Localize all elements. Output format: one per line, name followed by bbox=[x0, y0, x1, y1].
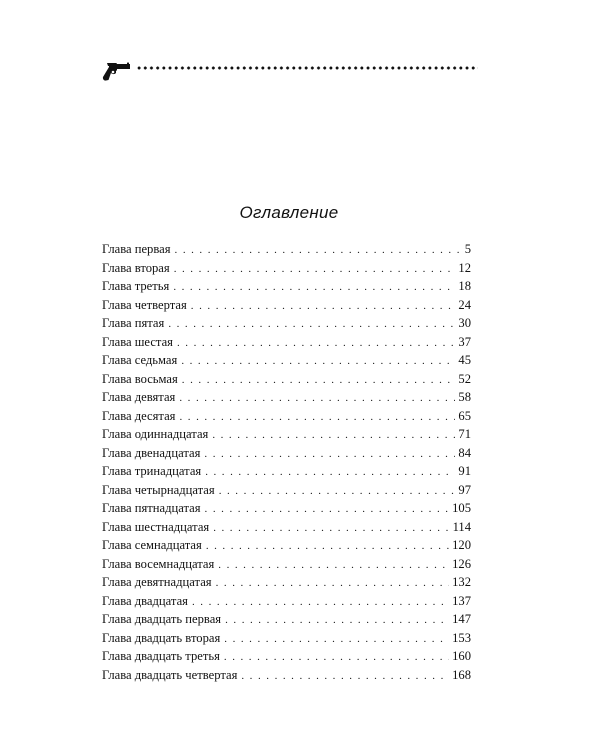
toc-entry-label: Глава седьмая bbox=[102, 353, 178, 367]
toc-entry-label: Глава третья bbox=[102, 279, 170, 293]
toc-entry bbox=[102, 444, 471, 463]
toc-entry-label: Глава двадцать первая bbox=[102, 612, 222, 626]
toc-leader-dots bbox=[181, 352, 455, 371]
toc-entry-label: Глава семнадцатая bbox=[102, 538, 202, 552]
toc-leader-dots bbox=[179, 389, 455, 408]
toc-leader-dots bbox=[182, 371, 456, 390]
toc-entry-page-number: 153 bbox=[452, 630, 471, 645]
toc-entry bbox=[102, 592, 471, 611]
toc-entry-label: Глава шестая bbox=[102, 334, 173, 349]
toc-entry bbox=[102, 407, 471, 426]
toc-entry bbox=[102, 425, 471, 444]
toc-entry bbox=[102, 481, 471, 500]
toc-entry bbox=[102, 351, 471, 370]
toc-entry bbox=[102, 555, 471, 574]
toc-leader-dots bbox=[213, 519, 449, 538]
toc-entry-page-number: 168 bbox=[452, 667, 471, 682]
toc-entry-label: Глава восемнадцатая bbox=[102, 556, 215, 571]
toc-entry-label: Глава тринадцатая bbox=[102, 464, 202, 478]
toc-entry bbox=[102, 296, 471, 315]
toc-leader-dots bbox=[225, 611, 449, 630]
toc-entry-page-number: 37 bbox=[458, 334, 471, 349]
toc-leader-dots bbox=[191, 297, 456, 316]
toc-entry-page-number: 91 bbox=[458, 464, 471, 478]
toc-leader-dots bbox=[216, 574, 450, 593]
toc-entry-label: Глава двадцать вторая bbox=[102, 630, 221, 645]
toc-leader-dots bbox=[205, 463, 455, 482]
toc-entry-page-number: 18 bbox=[458, 279, 471, 293]
toc-entry bbox=[102, 259, 471, 278]
toc-entry-page-number: 132 bbox=[452, 575, 471, 589]
toc-entry-label: Глава двадцать третья bbox=[102, 649, 220, 663]
toc-entry-label: Глава пятнадцатая bbox=[102, 501, 201, 515]
toc-entry-label: Глава шестнадцатая bbox=[102, 519, 210, 534]
page-header-ornament bbox=[100, 60, 480, 82]
toc-entry-page-number: 52 bbox=[458, 371, 471, 386]
toc-entry-label: Глава первая bbox=[102, 242, 171, 256]
toc-entry bbox=[102, 333, 471, 352]
toc-leader-dots bbox=[224, 630, 449, 649]
toc-entry-page-number: 12 bbox=[458, 260, 471, 275]
toc-entry-page-number: 114 bbox=[452, 519, 471, 534]
toc-entry-page-number: 147 bbox=[452, 612, 471, 626]
toc-leader-dots bbox=[179, 408, 455, 427]
toc-leader-dots bbox=[241, 667, 449, 686]
toc-title: Оглавление bbox=[239, 203, 339, 222]
toc-entry bbox=[102, 462, 471, 481]
toc-entry-page-number: 160 bbox=[452, 649, 471, 663]
toc-leader-dots bbox=[212, 426, 455, 445]
toc-entry-label: Глава двадцать четвертая bbox=[102, 667, 238, 682]
toc-entry bbox=[102, 277, 471, 296]
toc-entry-label: Глава двенадцатая bbox=[102, 445, 201, 460]
toc-entry-page-number: 137 bbox=[452, 593, 471, 608]
toc-entry-label: Глава пятая bbox=[102, 316, 165, 330]
toc-entry-label: Глава девятая bbox=[102, 390, 176, 404]
toc-entry-page-number: 45 bbox=[458, 353, 471, 367]
toc-entry-label: Глава десятая bbox=[102, 408, 176, 423]
toc-entry bbox=[102, 388, 471, 407]
toc-entry-page-number: 30 bbox=[458, 316, 471, 330]
toc-entry bbox=[102, 610, 471, 629]
toc-entry bbox=[102, 629, 471, 648]
toc-entry bbox=[102, 573, 471, 592]
toc-entry-label: Глава восьмая bbox=[102, 371, 178, 386]
toc-entry-page-number: 24 bbox=[458, 297, 471, 312]
toc-entry bbox=[102, 240, 471, 259]
toc-entry-page-number: 5 bbox=[464, 242, 471, 256]
toc-entry-page-number: 120 bbox=[452, 538, 471, 552]
toc-entry bbox=[102, 314, 471, 333]
toc-entry-page-number: 71 bbox=[458, 427, 471, 441]
toc-leader-dots bbox=[219, 482, 456, 501]
toc-leader-dots bbox=[168, 315, 455, 334]
toc-entry-label: Глава двадцатая bbox=[102, 593, 188, 608]
toc-entry-label: Глава одиннадцатая bbox=[102, 427, 209, 441]
toc-leader-dots bbox=[218, 556, 449, 575]
revolver-icon bbox=[100, 60, 132, 82]
toc-entry-page-number: 65 bbox=[458, 408, 471, 423]
toc-entry bbox=[102, 499, 471, 518]
toc-entry-page-number: 97 bbox=[458, 482, 471, 497]
toc-entry bbox=[102, 370, 471, 389]
toc-leader-dots bbox=[205, 500, 450, 519]
toc-entry-label: Глава четырнадцатая bbox=[102, 482, 215, 497]
toc-leader-dots bbox=[206, 537, 449, 556]
toc-entry-label: Глава девятнадцатая bbox=[102, 575, 212, 589]
toc-leader-dots bbox=[224, 648, 449, 667]
dotted-rule bbox=[136, 66, 478, 70]
toc-entry-label: Глава вторая bbox=[102, 260, 170, 275]
toc-entry bbox=[102, 647, 471, 666]
toc-entry-page-number: 84 bbox=[458, 445, 471, 460]
toc-entry-page-number: 58 bbox=[458, 390, 471, 404]
toc-leader-dots bbox=[175, 241, 462, 260]
toc-entry bbox=[102, 518, 471, 537]
toc-entry bbox=[102, 666, 471, 685]
toc-entry-label: Глава четвертая bbox=[102, 297, 187, 312]
toc-leader-dots bbox=[204, 445, 455, 464]
toc-leader-dots bbox=[177, 334, 455, 353]
toc-leader-dots bbox=[173, 278, 455, 297]
toc-entry-page-number: 105 bbox=[452, 501, 471, 515]
toc-list bbox=[102, 240, 471, 684]
toc-entry-page-number: 126 bbox=[452, 556, 471, 571]
toc-leader-dots bbox=[192, 593, 449, 612]
toc-entry bbox=[102, 536, 471, 555]
toc-leader-dots bbox=[174, 260, 456, 279]
